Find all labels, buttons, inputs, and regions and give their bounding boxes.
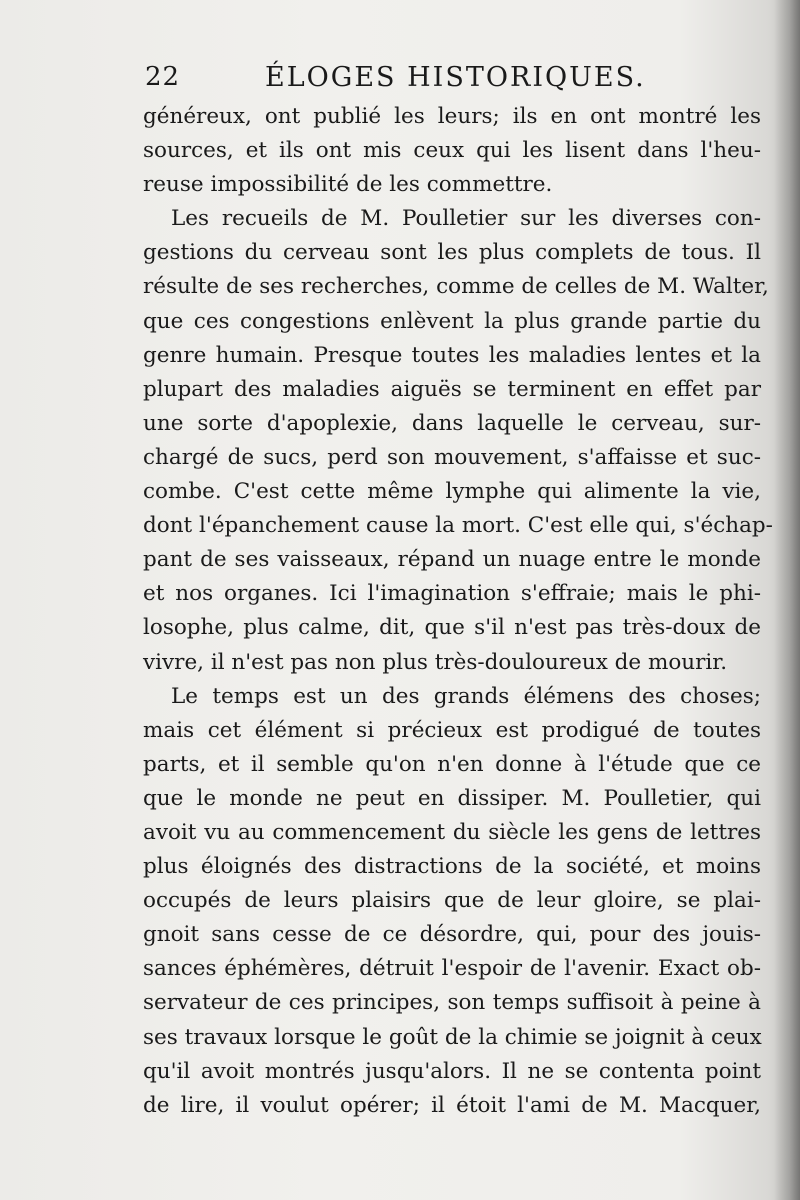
text-line: dont l'épanchement cause la mort. C'est elle qui, s'échap-: [143, 513, 773, 539]
text-line: sources, et ils ont mis ceux qui les lisent dans l'heu-: [143, 138, 761, 164]
text-line: que le monde ne peut en dissiper. M. Poulletier, qui: [143, 785, 761, 811]
text-line: plupart des maladies aiguës se terminent en effet par: [143, 376, 761, 402]
text-line: gestions du cerveau sont les plus complets de tous. Il: [143, 240, 761, 266]
text-line: généreux, ont publié les leurs; ils en ont montré les: [143, 104, 761, 129]
text-line: vivre, il n'est pas non plus très-douloureux de mourir.: [143, 649, 728, 675]
text-line: ses travaux lorsque le goût de la chimie se joignit à ceux: [143, 1024, 762, 1050]
text-line: occupés de leurs plaisirs que de leur gloire, se plai-: [143, 888, 761, 914]
running-title: ÉLOGES HISTORIQUES.: [265, 62, 646, 93]
text-line: reuse impossibilité de les commettre.: [143, 172, 553, 198]
body-text: [143, 100, 773, 1123]
text-line: une sorte d'apoplexie, dans laquelle le cerveau, sur-: [143, 410, 761, 436]
text-line: résulte de ses recherches, comme de celles de M. Walter,: [143, 274, 769, 300]
paragraph-first-line: Les recueils de M. Poulletier sur les diverses con-: [171, 206, 761, 232]
text-line: de lire, il voulut opérer; il étoit l'ami de M. Macquer,: [143, 1092, 761, 1118]
text-line: et nos organes. Ici l'imagination s'effraie; mais le phi-: [143, 581, 761, 607]
text-line: servateur de ces principes, son temps suffisoit à peine à: [143, 990, 761, 1016]
text-line: genre humain. Presque toutes les maladies lentes et la: [143, 342, 761, 368]
running-header: [145, 62, 745, 102]
text-line: chargé de sucs, perd son mouvement, s'affaisse et suc-: [143, 444, 761, 470]
text-line: que ces congestions enlèvent la plus grande partie du: [143, 308, 761, 334]
text-line: losophe, plus calme, dit, que s'il n'est pas très-doux de: [143, 615, 761, 641]
page-edge-shadow: [774, 0, 800, 1200]
text-line: pant de ses vaisseaux, répand un nuage entre le monde: [143, 547, 761, 573]
text-line: avoit vu au commencement du siècle les gens de lettres: [143, 819, 761, 845]
text-line: qu'il avoit montrés jusqu'alors. Il ne se contenta point: [143, 1058, 761, 1084]
page-number: 22: [145, 62, 181, 92]
text-line: parts, et il semble qu'on n'en donne à l'étude que ce: [143, 751, 761, 777]
text-line: sances éphémères, détruit l'espoir de l'avenir. Exact ob-: [143, 956, 761, 982]
text-line: gnoit sans cesse de ce désordre, qui, pour des jouis-: [143, 922, 761, 948]
text-line: mais cet élément si précieux est prodigué de toutes: [143, 717, 761, 743]
text-line: combe. C'est cette même lymphe qui alimente la vie,: [143, 479, 761, 505]
paragraph-first-line: Le temps est un des grands élémens des choses;: [171, 683, 761, 709]
text-line: plus éloignés des distractions de la société, et moins: [143, 854, 761, 880]
